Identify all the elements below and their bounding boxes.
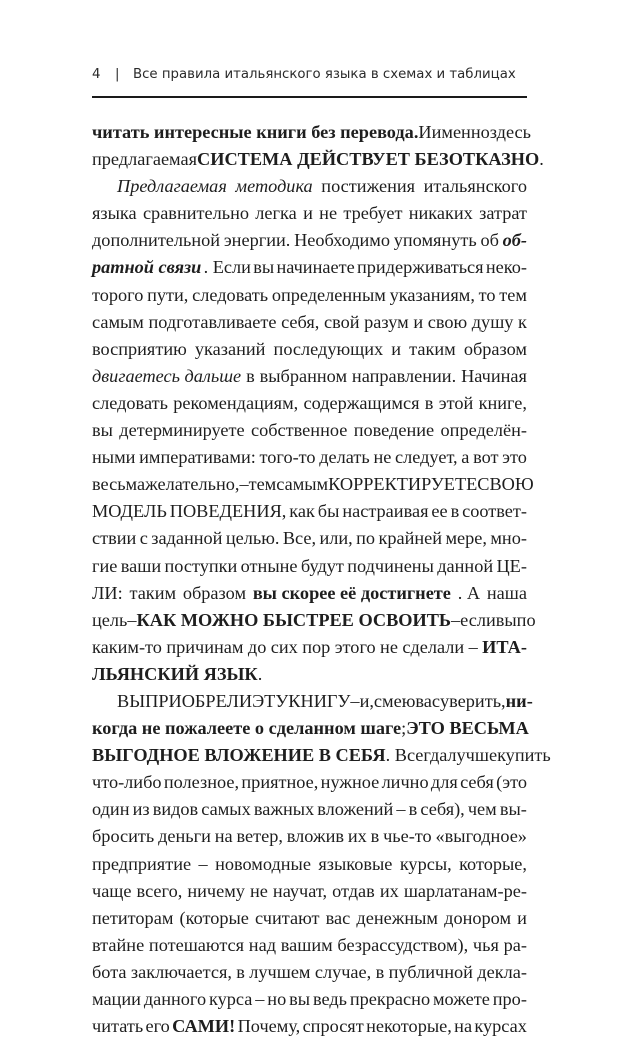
text-segment: заключается, (130, 961, 232, 982)
text-segment: бросить (92, 826, 155, 847)
text-segment: данного (143, 989, 207, 1009)
text-segment: заданной (151, 528, 223, 549)
text-segment: ЦЕ- (496, 555, 527, 576)
text-segment: «выгодное» (435, 826, 527, 847)
text-segment: ; (401, 718, 407, 739)
text-segment: с (139, 528, 148, 549)
text-line (92, 742, 551, 769)
text-segment: их (347, 826, 367, 847)
text-segment: вас (325, 907, 351, 928)
text-segment: чем (467, 799, 497, 820)
text-segment: важных (253, 799, 315, 820)
text-segment: собственное (251, 420, 348, 441)
text-segment: в (424, 392, 434, 413)
text-segment: определён- (440, 420, 527, 441)
text-segment: методика (235, 176, 313, 197)
text-segment: сделали (402, 636, 465, 657)
text-segment: сравнительно (142, 203, 249, 224)
text-segment: упомянуть (393, 230, 477, 251)
text-segment: не (249, 880, 268, 901)
text-segment: поступки (164, 555, 238, 576)
text-line (92, 688, 533, 715)
text-segment: публичной (388, 961, 473, 982)
text-segment: – (127, 609, 137, 630)
text-segment: отдав (332, 880, 375, 901)
text-segment: которые, (459, 853, 527, 874)
text-segment: . Всегда (385, 745, 448, 766)
text-segment: делать (319, 447, 370, 468)
text-segment: выбранном (259, 365, 348, 386)
text-segment: декла- (477, 961, 527, 982)
text-line (92, 119, 531, 146)
text-segment: себя, (281, 311, 320, 332)
text-segment: самым (276, 474, 329, 495)
text-segment: тем (248, 474, 277, 495)
text-segment: ЭТО ВЕСЬМА (406, 718, 529, 739)
text-segment: неко- (485, 257, 527, 278)
text-segment: донором (444, 907, 512, 928)
text-segment: курса (209, 989, 253, 1009)
text-segment: для (430, 772, 458, 793)
text-segment: читать интересные книги без перевода. (92, 122, 419, 142)
text-segment: и (391, 338, 402, 359)
header-separator: | (115, 67, 120, 82)
running-header (92, 62, 527, 98)
text-segment: энергии. (223, 230, 291, 251)
text-segment: но (267, 989, 287, 1009)
text-segment: таким (129, 582, 177, 603)
text-segment: ратной связи (92, 257, 202, 278)
text-segment: и, (359, 690, 374, 711)
text-segment: сих (270, 636, 298, 657)
text-segment: И (418, 122, 432, 142)
text-segment: ПОВЕДЕНИЯ, (169, 501, 287, 522)
text-segment: уверить, (440, 690, 506, 711)
text-segment: подготавливаете (148, 311, 277, 332)
text-segment: – (198, 853, 208, 874)
text-segment: один (92, 799, 130, 820)
text-segment: по (356, 528, 376, 549)
text-segment: постижения (321, 176, 416, 197)
text-segment: ваши (120, 555, 162, 576)
text-segment: ВЫГОДНОЕ ВЛОЖЕНИЕ В СЕБЯ (92, 745, 386, 766)
text-segment: САМИ! (172, 1016, 236, 1037)
text-segment: всего, (136, 880, 183, 901)
text-segment: когда не пожалеете о сделанном шаге (92, 718, 402, 739)
text-line (92, 417, 527, 444)
text-segment: об- (502, 230, 527, 251)
text-line (92, 254, 527, 281)
text-segment: ни- (505, 690, 533, 711)
text-segment: чье-то (383, 826, 432, 847)
text-segment: себя), (420, 799, 465, 820)
text-segment: таким (409, 338, 456, 359)
text-segment: . (539, 149, 544, 170)
text-segment: про- (492, 989, 527, 1009)
text-segment: предприятие (92, 853, 192, 874)
text-segment: целью. (225, 528, 280, 549)
text-segment: ЛЬЯНСКИЙ ЯЗЫК (92, 663, 258, 684)
text-segment: курсах (474, 1016, 527, 1037)
page-number: 4 (92, 67, 101, 82)
text-segment: если (460, 609, 496, 630)
text-line (92, 1013, 527, 1040)
text-segment: МОДЕЛЬ (92, 501, 167, 522)
text-segment: соответ- (462, 501, 527, 522)
text-segment: последующих (273, 338, 384, 359)
text-segment: – (239, 474, 249, 495)
text-segment: ИТА- (482, 636, 527, 657)
text-segment: мере, (445, 528, 487, 549)
text-segment: ведь (312, 989, 347, 1009)
text-segment: придерживаться (357, 257, 484, 278)
text-segment: шарлатанам-ре- (403, 880, 527, 901)
text-segment: указаний (194, 338, 266, 359)
running-title: Все правила итальянского языка в схемах и таблицах (133, 67, 516, 82)
text-segment: в (370, 826, 380, 847)
text-segment: в (375, 961, 385, 982)
text-line (92, 715, 527, 742)
text-segment: – (396, 799, 406, 820)
text-segment: безрассудством), (337, 934, 469, 955)
text-segment: лучше (447, 745, 498, 766)
text-segment: из (132, 799, 150, 820)
text-segment: ра- (503, 934, 527, 955)
text-segment: бы (317, 501, 340, 522)
text-segment: весьма (92, 474, 146, 495)
text-segment: Начиная (461, 365, 527, 386)
text-segment: рекомендациям, (173, 392, 299, 413)
text-segment: образом (182, 582, 247, 603)
text-segment: – (350, 690, 360, 711)
text-segment: вот (473, 447, 499, 468)
text-line (92, 580, 527, 607)
text-segment: детерминируете (119, 420, 245, 441)
text-segment: направлении. (351, 365, 457, 386)
text-segment: цель (92, 609, 128, 630)
text-segment: . Если (203, 257, 251, 278)
text-segment: вашим (280, 934, 333, 955)
text-segment: вы- (499, 799, 527, 820)
text-segment: по (516, 609, 536, 630)
text-segment: затрат (479, 203, 527, 224)
text-segment: . (257, 663, 263, 684)
text-segment: книге, (478, 392, 527, 413)
text-segment: – (468, 636, 478, 657)
text-segment: требует (343, 203, 403, 224)
text-segment: указаниям, (389, 284, 475, 305)
text-segment: это (502, 447, 527, 468)
text-segment: не (373, 447, 392, 468)
text-line (92, 282, 527, 309)
text-segment: бота (92, 961, 127, 982)
text-segment: чья (472, 934, 499, 955)
text-line (92, 905, 527, 932)
text-segment: гие (92, 555, 118, 576)
text-segment: именно (431, 122, 490, 142)
text-line (92, 471, 534, 498)
text-segment: или, (319, 528, 353, 549)
text-segment: ничему (187, 880, 245, 901)
text-segment: полезное, (163, 772, 240, 793)
text-segment: ствии (92, 528, 137, 549)
text-segment: вы (92, 420, 113, 441)
text-line (92, 146, 544, 173)
text-segment: дополнительной (92, 230, 221, 251)
text-line (92, 607, 536, 634)
text-segment: ее (431, 501, 448, 522)
text-segment: КНИГУ (288, 690, 351, 711)
text-segment: смею (373, 690, 416, 711)
text-segment: научат, (272, 880, 328, 901)
text-segment: ЭТУ (252, 690, 289, 711)
text-segment: не (380, 636, 398, 657)
text-segment: будут (300, 555, 344, 576)
text-segment: душу (471, 311, 514, 332)
text-segment: языка (92, 203, 137, 224)
text-segment: самых (201, 799, 251, 820)
text-segment: и (517, 907, 527, 928)
text-line (92, 363, 527, 390)
text-segment: деньги (158, 826, 211, 847)
text-segment: ными (92, 447, 136, 468)
text-segment: желательно, (145, 474, 240, 495)
text-segment: (это (496, 772, 527, 793)
text-segment: вложив (286, 826, 345, 847)
text-segment: вас (415, 690, 441, 711)
text-segment: ПРИОБРЕЛИ (145, 690, 253, 711)
text-segment: купить (497, 745, 551, 766)
text-segment: ВЫ (117, 690, 146, 711)
text-segment: к (518, 311, 527, 332)
text-segment: и (413, 311, 424, 332)
text-segment: этого (334, 636, 376, 657)
text-segment: того-то (259, 447, 316, 468)
text-segment: каким-то (92, 636, 162, 657)
text-segment: в (236, 961, 245, 982)
text-segment: не (319, 203, 338, 224)
text-segment: до (247, 636, 267, 657)
text-segment: лучшем (249, 961, 311, 982)
text-segment: восприятию (92, 338, 187, 359)
text-segment: – (255, 989, 265, 1009)
text-segment: Необходимо (294, 230, 391, 251)
body-text (92, 119, 551, 1040)
text-segment: следовать (192, 284, 269, 305)
text-segment: лично (381, 772, 429, 793)
text-line (92, 336, 527, 363)
text-segment: а (461, 447, 470, 468)
text-segment: образом (463, 338, 527, 359)
text-segment: и (303, 203, 313, 224)
text-segment: себя (460, 772, 494, 793)
text-segment: отныне (240, 555, 298, 576)
text-segment: содержащимся (303, 392, 420, 413)
text-line (92, 878, 527, 905)
text-segment: на (454, 1016, 473, 1037)
text-segment: вы скорее её достигнете (252, 582, 451, 603)
text-segment: новомодные (215, 853, 311, 874)
text-segment: КАК МОЖНО БЫСТРЕЕ ОСВОИТЬ (136, 609, 452, 630)
text-segment: случае, (314, 961, 372, 982)
text-segment: – (451, 609, 461, 630)
text-segment: что-либо (92, 772, 162, 793)
text-segment: торого (92, 284, 144, 305)
text-line (92, 173, 527, 200)
text-segment: прекрасно (349, 989, 431, 1009)
text-segment: вложений (317, 799, 394, 820)
text-segment: его (145, 1016, 170, 1037)
text-segment: их (379, 880, 399, 901)
text-segment: разум (364, 311, 409, 332)
text-segment: КОРРЕКТИРУЕТЕ (328, 474, 478, 495)
text-segment: СИСТЕМА ДЕЙСТВУЕТ БЕЗОТКАЗНО (197, 149, 540, 170)
text-segment: Все, (282, 528, 317, 549)
text-segment: видов (152, 799, 199, 820)
text-segment: над (248, 934, 276, 955)
text-line (92, 959, 527, 986)
text-line (92, 498, 527, 525)
text-segment: наша (486, 582, 527, 603)
text-segment: ЛИ: (92, 582, 123, 603)
text-line (92, 200, 527, 227)
text-segment: в (246, 365, 255, 386)
text-segment: (которые (179, 907, 249, 928)
text-segment: вы (289, 989, 311, 1009)
text-segment: в (450, 501, 460, 522)
text-segment: вы (253, 257, 275, 278)
text-line (92, 525, 527, 552)
text-segment: двигаетесь дальше (92, 365, 242, 386)
text-segment: втайне (92, 934, 145, 955)
text-segment: этой (438, 392, 474, 413)
text-segment: . А (457, 582, 481, 603)
text-line (92, 796, 527, 823)
text-segment: начинаете (276, 257, 355, 278)
text-line (92, 634, 527, 661)
text-line (92, 227, 527, 254)
text-segment: крайней (378, 528, 443, 549)
text-segment: на (214, 826, 233, 847)
text-line (92, 932, 527, 959)
text-segment: нужное (320, 772, 380, 793)
text-segment: то (478, 284, 496, 305)
text-segment: чаще (92, 880, 132, 901)
text-line (92, 986, 527, 1013)
text-line (92, 309, 527, 336)
text-segment: тем (499, 284, 527, 305)
text-line (92, 661, 527, 688)
text-segment: как (289, 501, 315, 522)
text-segment: спросят (302, 1016, 364, 1037)
text-line (92, 444, 527, 471)
text-segment: ветер, (236, 826, 283, 847)
text-segment: данной (437, 555, 494, 576)
text-segment: настраивая (342, 501, 429, 522)
text-segment: денежным (356, 907, 439, 928)
text-segment: пор (302, 636, 331, 657)
text-segment: можете (432, 989, 490, 1009)
text-segment: курсы, (399, 853, 452, 874)
text-segment: вы (495, 609, 517, 630)
text-segment: подчинены (347, 555, 434, 576)
text-segment: легка (255, 203, 297, 224)
text-segment: поведение (353, 420, 435, 441)
text-line (92, 851, 527, 878)
text-segment: свой (323, 311, 360, 332)
text-segment: языковые (318, 853, 393, 874)
text-segment: никаких (408, 203, 473, 224)
text-segment: петиторам (92, 907, 174, 928)
text-segment: в (408, 799, 418, 820)
text-line (92, 823, 527, 850)
text-segment: об (480, 230, 499, 251)
text-segment: причинам (166, 636, 244, 657)
text-segment: здесь (489, 122, 531, 142)
text-segment: потешаются (148, 934, 245, 955)
text-segment: СВОЮ (477, 474, 534, 495)
text-segment: следовать (92, 392, 168, 413)
text-line (92, 553, 527, 580)
text-segment: считают (255, 907, 320, 928)
text-segment: мно- (490, 528, 527, 549)
text-segment: Почему, (237, 1016, 301, 1037)
text-segment: читать (92, 1016, 144, 1037)
text-segment: императивами: (139, 447, 256, 468)
text-segment: пути, (147, 284, 189, 305)
text-segment: Предлагаемая (117, 176, 227, 197)
text-line (92, 390, 527, 417)
text-segment: самым (92, 311, 144, 332)
text-segment: свою (427, 311, 468, 332)
text-segment: итальянского (423, 176, 527, 197)
text-segment: следует, (395, 447, 458, 468)
text-segment: предлагаемая (92, 149, 198, 170)
text-line (92, 769, 527, 796)
text-segment: некоторые, (366, 1016, 452, 1037)
text-segment: мации (92, 989, 141, 1009)
text-segment: приятное, (241, 772, 319, 793)
text-segment: определенным (271, 284, 386, 305)
